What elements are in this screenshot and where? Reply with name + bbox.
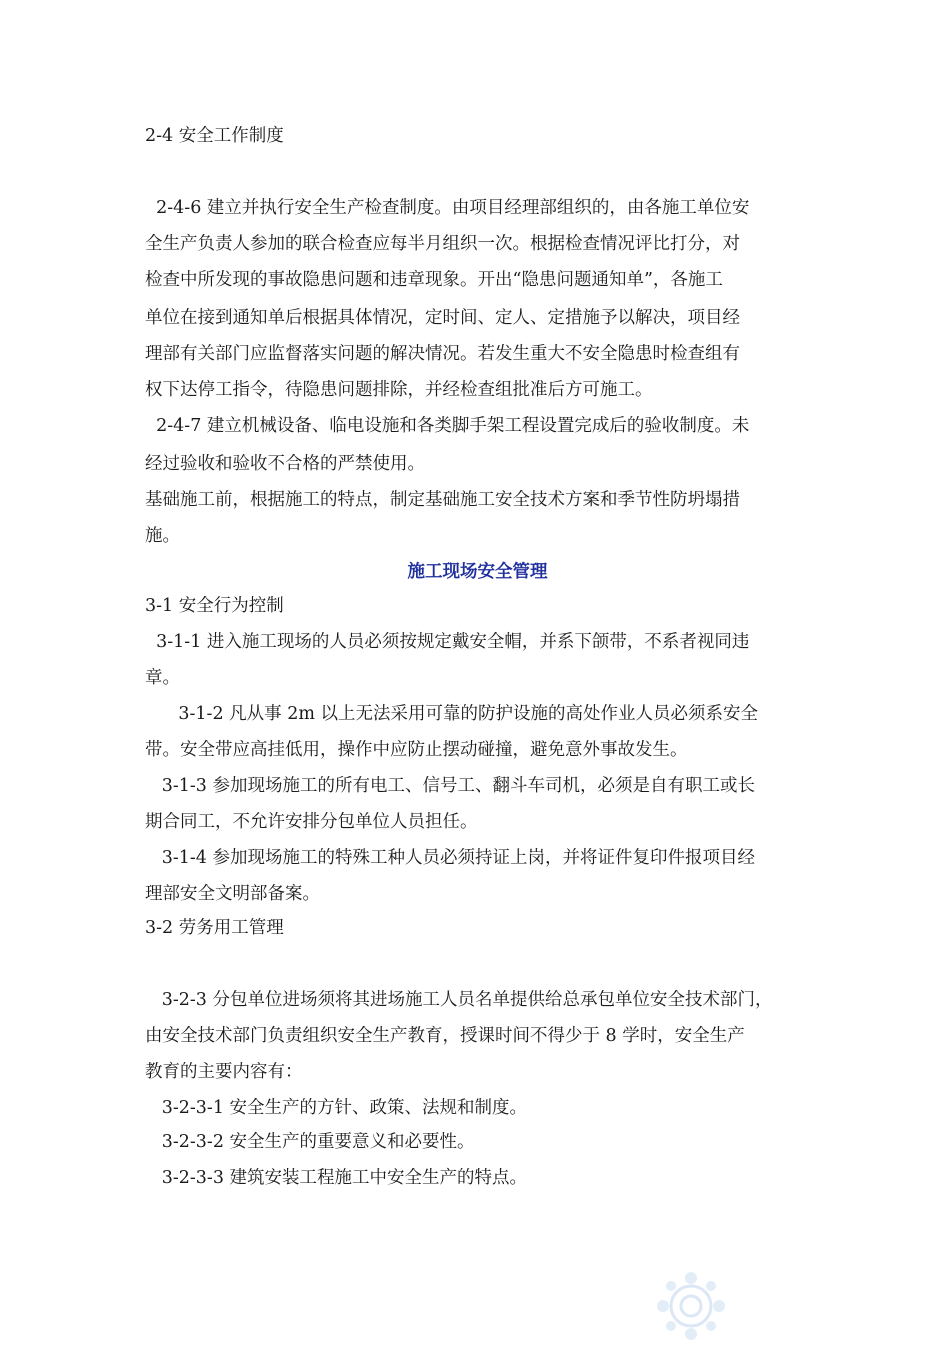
paragraph-2-4-6-line-6: 权下达停工指令，待隐患问题排除，并经检查组批准后方可施工。 — [145, 380, 653, 400]
paragraph-base-line-1: 基础施工前，根据施工的特点，制定基础施工安全技术方案和季节性防坍塌措 — [145, 490, 740, 510]
paragraph-3-2-3-line-3: 教育的主要内容有： — [145, 1062, 303, 1082]
snowflake-watermark-icon — [655, 1270, 727, 1342]
paragraph-3-1-1-line-2: 章。 — [145, 668, 180, 688]
paragraph-3-1-4-line-1: 3-1-4 参加现场施工的特殊工种人员必须持证上岗，并将证件复印件报项目经 — [145, 848, 755, 868]
paragraph-3-1-3-line-1: 3-1-3 参加现场施工的所有电工、信号工、翻斗车司机，必须是自有职工或长 — [145, 776, 755, 796]
paragraph-3-2-3-1: 3-2-3-1 安全生产的方针、政策、法规和制度。 — [145, 1098, 528, 1118]
paragraph-base-line-2: 施。 — [145, 526, 180, 546]
heading-3-2: 3-2 劳务用工管理 — [145, 918, 284, 938]
paragraph-3-1-1-line-1: 3-1-1 进入施工现场的人员必须按规定戴安全帽，并系下颌带，不系者视同违 — [145, 632, 750, 652]
paragraph-2-4-6-line-4: 单位在接到通知单后根据具体情况，定时间、定人、定措施予以解决，项目经 — [145, 308, 740, 328]
paragraph-2-4-7-line-2: 经过验收和验收不合格的严禁使用。 — [145, 454, 425, 474]
paragraph-3-1-2-line-2: 带。安全带应高挂低用，操作中应防止摆动碰撞，避免意外事故发生。 — [145, 740, 688, 760]
paragraph-2-4-6-line-1: 2-4-6 建立并执行安全生产检查制度。由项目经理部组织的，由各施工单位安 — [145, 198, 750, 218]
paragraph-2-4-6-line-3: 检查中所发现的事故隐患问题和违章现象。开出“隐患问题通知单”，各施工 — [145, 270, 723, 290]
paragraph-2-4-6-line-5: 理部有关部门应监督落实问题的解决情况。若发生重大不安全隐患时检查组有 — [145, 344, 740, 364]
section-heading: 施工现场安全管理 — [407, 562, 548, 582]
paragraph-3-1-4-line-2: 理部安全文明部备案。 — [145, 884, 320, 904]
paragraph-3-2-3-2: 3-2-3-2 安全生产的重要意义和必要性。 — [145, 1132, 475, 1152]
paragraph-3-2-3-3: 3-2-3-3 建筑安装工程施工中安全生产的特点。 — [145, 1168, 528, 1188]
paragraph-2-4-6-line-2: 全生产负责人参加的联合检查应每半月组织一次。根据检查情况评比打分，对 — [145, 234, 740, 254]
heading-3-1: 3-1 安全行为控制 — [145, 596, 284, 616]
paragraph-3-1-3-line-2: 期合同工，不允许安排分包单位人员担任。 — [145, 812, 478, 832]
paragraph-3-2-3-line-2: 由安全技术部门负责组织安全生产教育，授课时间不得少于 8 学时，安全生产 — [145, 1026, 745, 1046]
paragraph-3-1-2-line-1: 3-1-2 凡从事 2m 以上无法采用可靠的防护设施的高处作业人员必须系安全 — [145, 704, 759, 724]
paragraph-2-4-7-line-1: 2-4-7 建立机械设备、临电设施和各类脚手架工程设置完成后的验收制度。未 — [145, 416, 750, 436]
heading-2-4: 2-4 安全工作制度 — [145, 126, 284, 146]
paragraph-3-2-3-line-1: 3-2-3 分包单位进场须将其进场施工人员名单提供给总承包单位安全技术部门， — [145, 990, 773, 1010]
